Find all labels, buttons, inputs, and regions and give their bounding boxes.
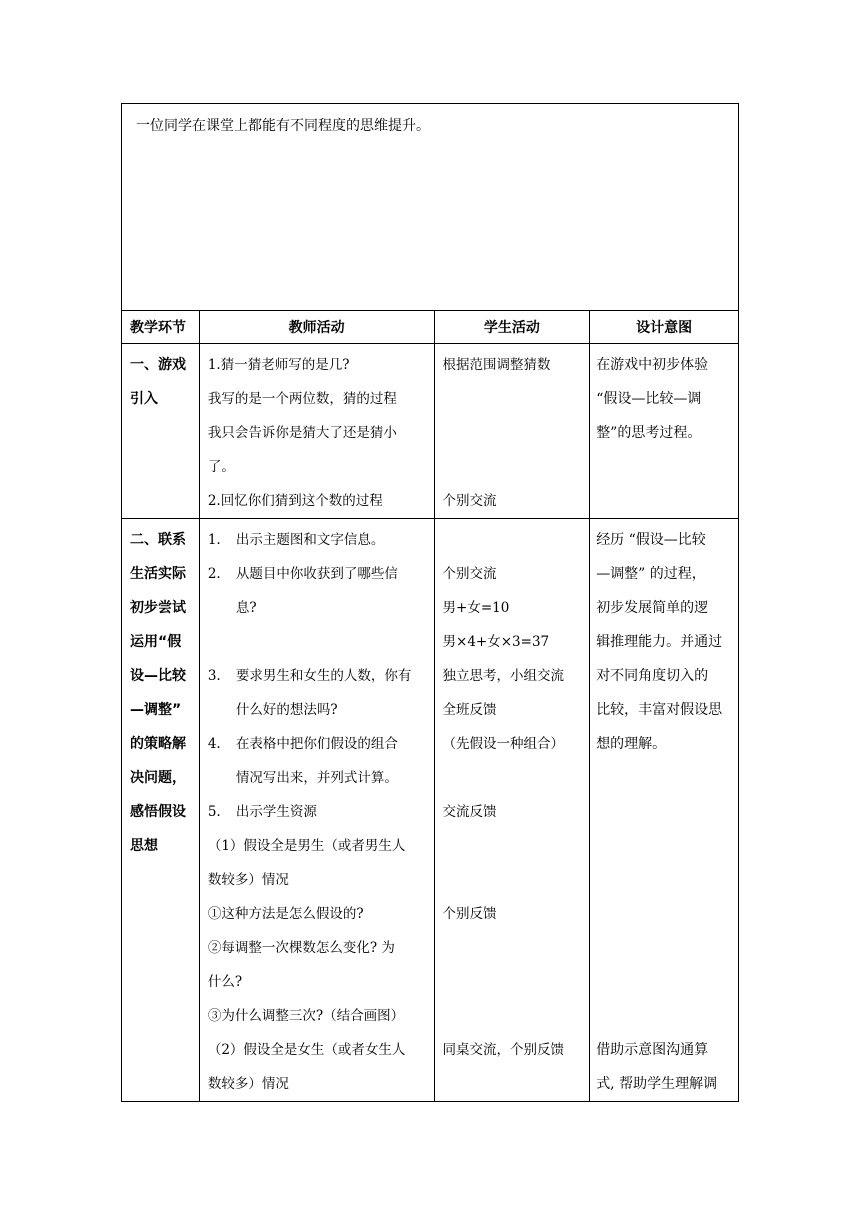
phase-cell	[122, 519, 200, 1102]
intent-cell	[590, 344, 739, 519]
phase-line: 引入	[130, 391, 158, 407]
teacher-cell	[199, 519, 434, 1102]
teacher-line: 我只会告诉你是猜大了还是猜小	[207, 425, 397, 441]
teacher-line: 我写的是一个两位数，猜的过程	[207, 391, 397, 407]
intent-line: 辑推理能力。并通过	[596, 634, 723, 650]
intent-line: 对不同角度切入的	[596, 668, 709, 684]
student-line: 个别反馈	[442, 906, 497, 922]
student-cell	[434, 519, 590, 1102]
teacher-line: 数较多）情况	[207, 1076, 289, 1092]
intro-row	[122, 104, 739, 311]
teacher-step-2: 2. 从题目中你收获到了哪些信	[207, 566, 398, 582]
teacher-step-3-cont: 什么好的想法吗?	[235, 702, 338, 718]
teacher-line: 1.猜一猜老师写的是几?	[207, 357, 350, 373]
intent-line: 整”的思考过程。	[596, 425, 702, 441]
student-line: 交流反馈	[442, 804, 497, 820]
intent-line: 想的理解。	[596, 736, 667, 752]
phase-line: 初步尝试	[130, 600, 186, 616]
teacher-line: 2.回忆你们猜到这个数的过程	[207, 493, 383, 509]
teacher-step-1: 1. 出示主题图和文字信息。	[207, 532, 385, 548]
student-line: 同桌交流，个别反馈	[442, 1042, 565, 1058]
teacher-step-4: 4. 在表格中把你们假设的组合	[207, 736, 398, 752]
intent-line: 经历 “假设—比较	[596, 532, 706, 548]
phase-line: 思想	[130, 838, 158, 854]
phase-line: 二、联系	[130, 532, 186, 548]
student-line: 男+女=10	[442, 600, 510, 616]
student-line: 男×4+女×3=37	[442, 634, 550, 650]
table-row	[122, 519, 739, 1102]
intent-line: 在游戏中初步体验	[596, 357, 709, 373]
teacher-line: 什么?	[207, 974, 243, 990]
student-line: （先假设一种组合）	[442, 736, 565, 752]
phase-line: 的策略解	[130, 736, 186, 752]
header-phase: 教学环节	[122, 311, 200, 344]
intro-text: 一位同学在课堂上都能有不同程度的思维提升。	[136, 118, 430, 134]
teacher-step-2-cont: 息?	[235, 600, 257, 616]
student-line: 独立思考，小组交流	[442, 668, 565, 684]
header-teacher: 教师活动	[199, 311, 434, 344]
phase-line: 决问题，	[130, 770, 186, 786]
intent-cell	[590, 519, 739, 1102]
table-row	[122, 344, 739, 519]
teacher-step-5: 5. 出示学生资源	[207, 804, 317, 820]
teacher-line: 数较多）情况	[207, 872, 289, 888]
phase-line: 生活实际	[130, 566, 186, 582]
intent-line: “假设—比较—调	[596, 391, 702, 407]
teacher-line: ①这种方法是怎么假设的?	[207, 906, 364, 922]
phase-line: —调整”	[130, 702, 182, 718]
student-line: 根据范围调整猜数	[442, 357, 551, 373]
student-cell	[434, 344, 590, 519]
phase-line: 设—比较	[130, 668, 186, 684]
teacher-line: （2）假设全是女生（或者女生人	[207, 1042, 406, 1058]
teacher-line: （1）假设全是男生（或者男生人	[207, 838, 406, 854]
header-student: 学生活动	[434, 311, 590, 344]
student-line: 个别交流	[442, 493, 497, 509]
teacher-cell	[199, 344, 434, 519]
header-intent: 设计意图	[590, 311, 739, 344]
intent-line: 借助示意图沟通算	[596, 1042, 709, 1058]
intent-line: 式, 帮助学生理解调	[596, 1076, 718, 1092]
header-row	[122, 311, 739, 344]
intent-line: —调整” 的过程，	[596, 566, 706, 582]
student-line: 全班反馈	[442, 702, 497, 718]
teacher-line: 了。	[207, 459, 235, 475]
teacher-step-4-cont: 情况写出来，并列式计算。	[235, 770, 398, 786]
phase-cell	[122, 344, 200, 519]
phase-line: 运用“假	[130, 634, 182, 650]
teacher-line: ③为什么调整三次?（结合画图）	[207, 1008, 405, 1024]
teacher-step-3: 3. 要求男生和女生的人数，你有	[207, 668, 412, 684]
intent-line: 比较，丰富对假设思	[596, 702, 723, 718]
phase-line: 感悟假设	[130, 804, 186, 820]
lesson-plan-table	[121, 103, 739, 1102]
intent-line: 初步发展简单的逻	[596, 600, 709, 616]
phase-line: 一、游戏	[130, 357, 186, 373]
teacher-line: ②每调整一次棵数怎么变化? 为	[207, 940, 395, 956]
intro-cell	[122, 104, 739, 311]
student-line: 个别交流	[442, 566, 497, 582]
